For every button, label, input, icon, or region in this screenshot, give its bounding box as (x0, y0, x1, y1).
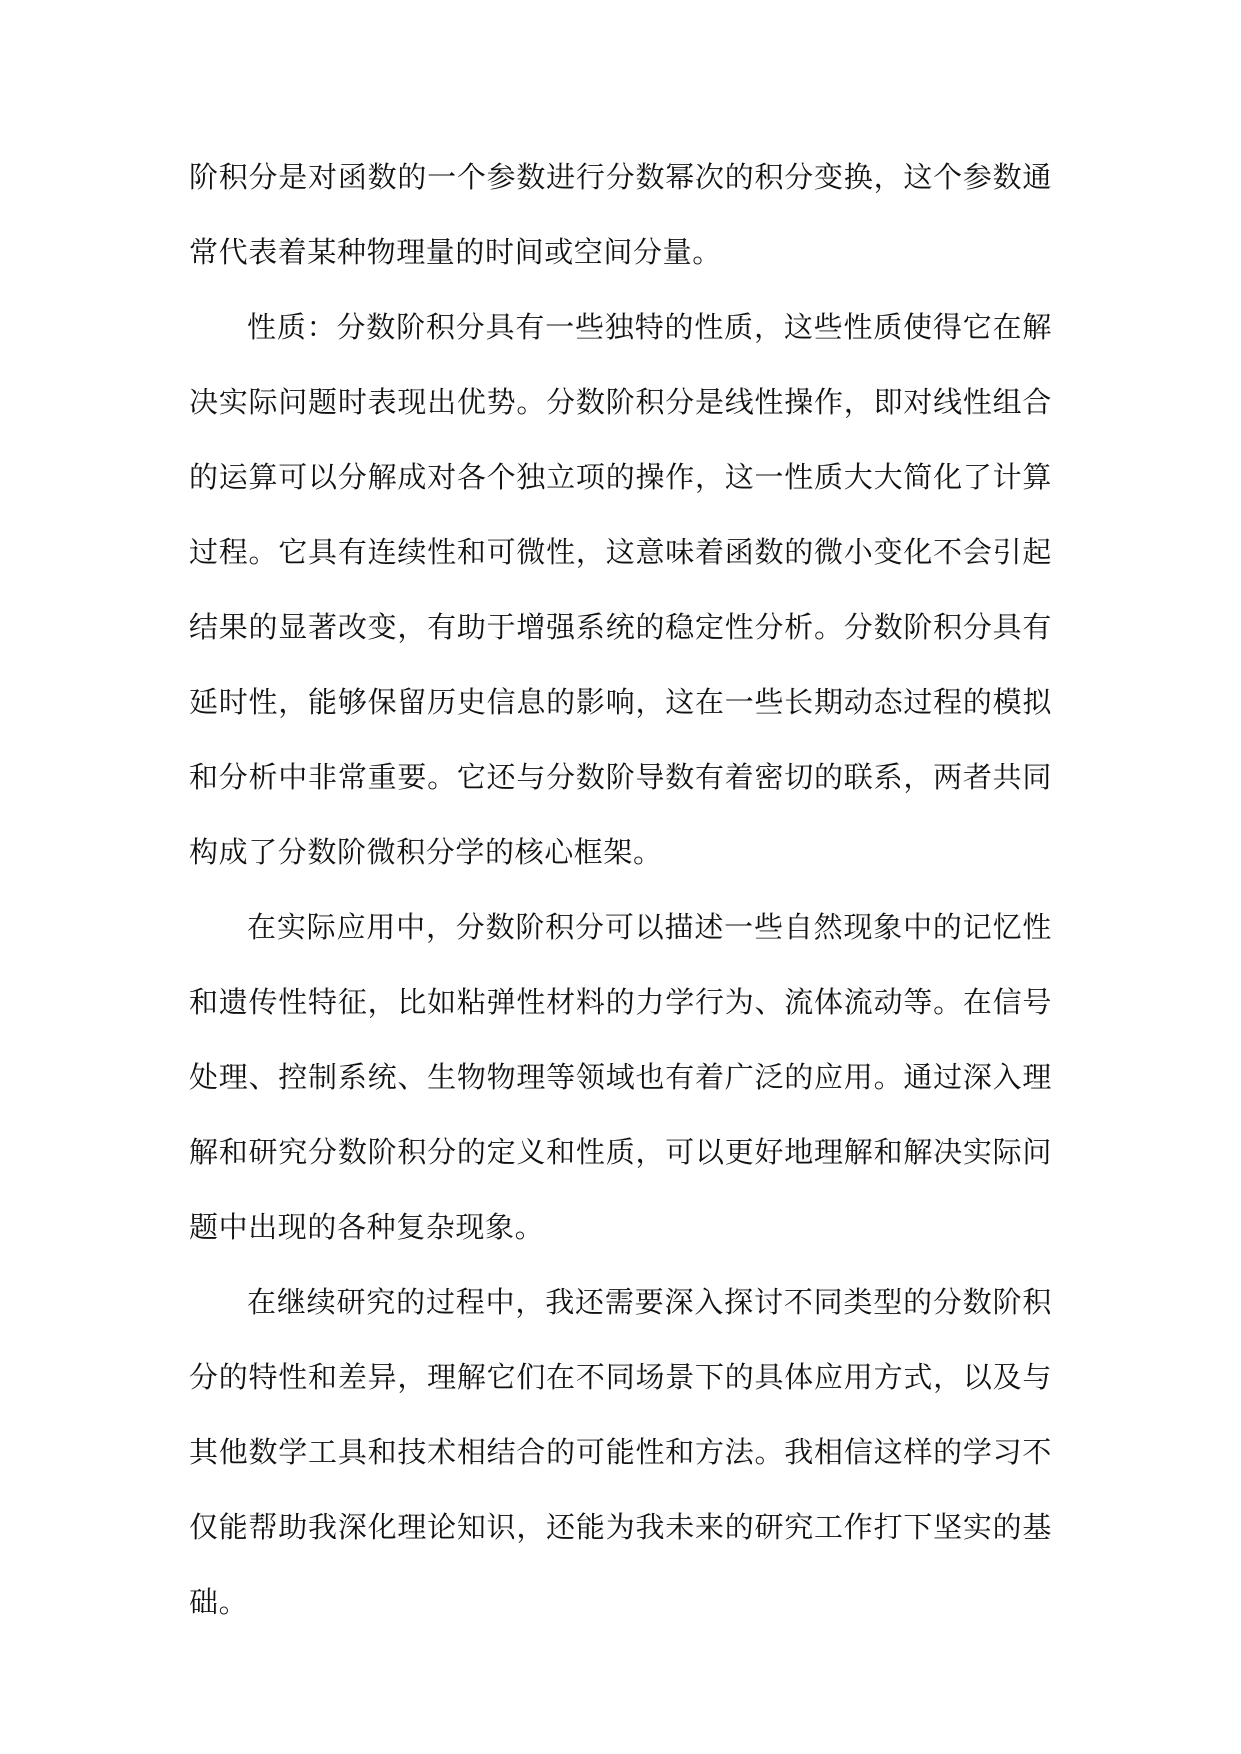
paragraph-future-study: 在继续研究的过程中，我还需要深入探讨不同类型的分数阶积分的特性和差异，理解它们在不同场景下的具体应用方式，以及与其他数学工具和技术相结合的可能性和方法。我相信这样的学习不仅能帮助我深化理论知识，还能为我未来的研究工作打下坚实的基础。 (189, 1285, 1052, 1619)
paragraph-definition-continued: 阶积分是对函数的一个参数进行分数幂次的积分变换，这个参数通常代表着某种物理量的时间或空间分量。 (189, 160, 1052, 269)
document-body (189, 140, 1052, 1640)
paragraph-properties: 性质：分数阶积分具有一些独特的性质，这些性质使得它在解决实际问题时表现出优势。分数阶积分是线性操作，即对线性组合的运算可以分解成对各个独立项的操作，这一性质大大简化了计算过程。它具有连续性和可微性，这意味着函数的微小变化不会引起结果的显著改变，有助于增强系统的稳定性分析。分数阶积分具有延时性，能够保留历史信息的影响，这在一些长期动态过程的模拟和分析中非常重要。它还与分数阶导数有着密切的联系，两者共同构成了分数阶微积分学的核心框架。 (189, 310, 1052, 869)
paragraph-applications: 在实际应用中，分数阶积分可以描述一些自然现象中的记忆性和遗传性特征，比如粘弹性材料的力学行为、流体流动等。在信号处理、控制系统、生物物理等领域也有着广泛的应用。通过深入理解和研究分数阶积分的定义和性质，可以更好地理解和解决实际问题中出现的各种复杂现象。 (189, 910, 1052, 1244)
